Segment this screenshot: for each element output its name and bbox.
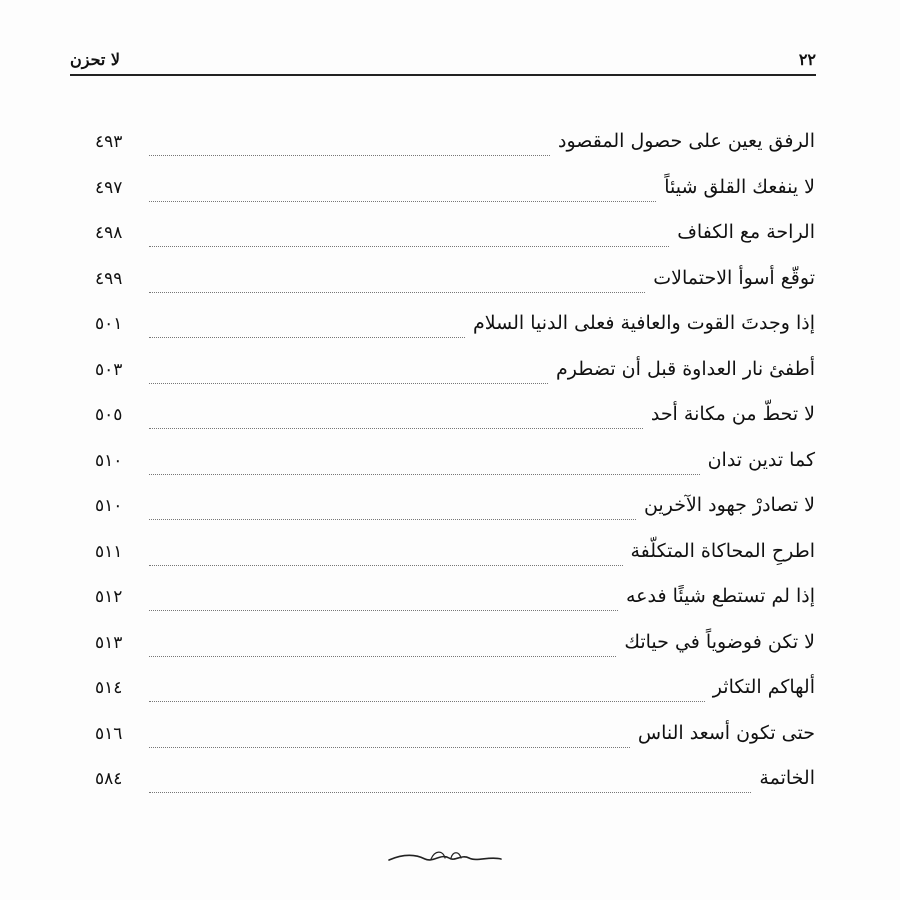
toc-entry	[95, 540, 815, 586]
toc-entry-page: ٥٠٣	[95, 359, 123, 380]
toc-entry-title: لا ينفعك القلق شيئاً	[664, 175, 815, 198]
toc-entry-title: لا تكن فوضوياً في حياتك	[624, 630, 815, 653]
toc-entry-title: حتى تكون أسعد الناس	[637, 721, 815, 744]
toc-entry-page: ٤٩٨	[95, 223, 123, 243]
toc-entry	[95, 176, 815, 222]
toc-entry-title: أطفئ نار العداوة قبل أن تضطرم	[556, 357, 815, 380]
page-number: ٢٢	[798, 50, 816, 69]
toc-entry-title: الراحة مع الكفاف	[677, 221, 815, 243]
toc-entry-title: كما تدين تدان	[707, 448, 815, 471]
toc-entry	[95, 130, 815, 176]
toc-entry	[95, 585, 815, 631]
toc-entry	[95, 722, 815, 768]
toc-entry-page: ٥١٢	[95, 587, 123, 607]
toc-entry-page: ٥١٠	[95, 450, 123, 471]
dot-leader	[149, 610, 618, 611]
toc-entry	[95, 267, 815, 313]
toc-entry-page: ٥١٤	[95, 678, 123, 698]
toc-entry	[95, 494, 815, 540]
dot-leader	[149, 292, 645, 293]
toc-entry-title: توقّع أسوأ الاحتمالات	[653, 266, 815, 289]
toc-entry-title: ألهاكم التكاثر	[712, 676, 815, 698]
toc-entry-page: ٥٠٥	[95, 405, 123, 425]
book-title: لا تحزن	[70, 50, 121, 69]
toc-entry-title: لا تصادرْ جهود الآخرين	[643, 494, 815, 516]
toc-entry-page: ٥٨٤	[95, 769, 123, 789]
dot-leader	[149, 383, 548, 384]
toc-entry-page: ٥١٣	[95, 632, 123, 653]
dot-leader	[149, 792, 751, 793]
page-header	[70, 50, 816, 76]
toc-entry-title: الرفق يعين على حصول المقصود	[557, 130, 815, 152]
dot-leader	[149, 337, 465, 338]
toc-entry	[95, 221, 815, 267]
dot-leader	[149, 656, 616, 657]
dot-leader	[149, 565, 623, 566]
dot-leader	[149, 246, 669, 247]
toc-entry-page: ٥١١	[95, 541, 123, 562]
toc-entry-title: إذا لم تستطع شيئًا فدعه	[625, 585, 815, 607]
toc-entry	[95, 767, 815, 813]
dot-leader	[149, 701, 705, 702]
dot-leader	[149, 201, 656, 202]
toc-entry	[95, 631, 815, 677]
dot-leader	[149, 428, 643, 429]
toc-entry-title: الخاتمة	[759, 767, 815, 789]
toc-entry-page: ٤٩٧	[95, 177, 123, 198]
table-of-contents	[95, 130, 815, 813]
decorative-flourish-ornament	[385, 846, 505, 870]
toc-entry-page: ٤٩٣	[95, 132, 123, 152]
dot-leader	[149, 155, 550, 156]
dot-leader	[149, 519, 636, 520]
toc-entry-title: إذا وجدتَ القوت والعافية فعلى الدنيا السلام	[473, 312, 815, 334]
toc-entry-page: ٤٩٩	[95, 268, 123, 289]
dot-leader	[149, 747, 630, 748]
toc-entry	[95, 676, 815, 722]
toc-entry-page: ٥١٠	[95, 496, 123, 516]
toc-entry-page: ٥١٦	[95, 723, 123, 744]
dot-leader	[149, 474, 700, 475]
toc-entry-page: ٥٠١	[95, 314, 123, 334]
toc-entry	[95, 312, 815, 358]
toc-entry-title: لا تحطّ من مكانة أحد	[650, 403, 815, 425]
toc-entry	[95, 403, 815, 449]
toc-entry	[95, 449, 815, 495]
toc-entry-title: اطرحِ المحاكاة المتكلّفة	[630, 539, 815, 562]
toc-entry	[95, 358, 815, 404]
